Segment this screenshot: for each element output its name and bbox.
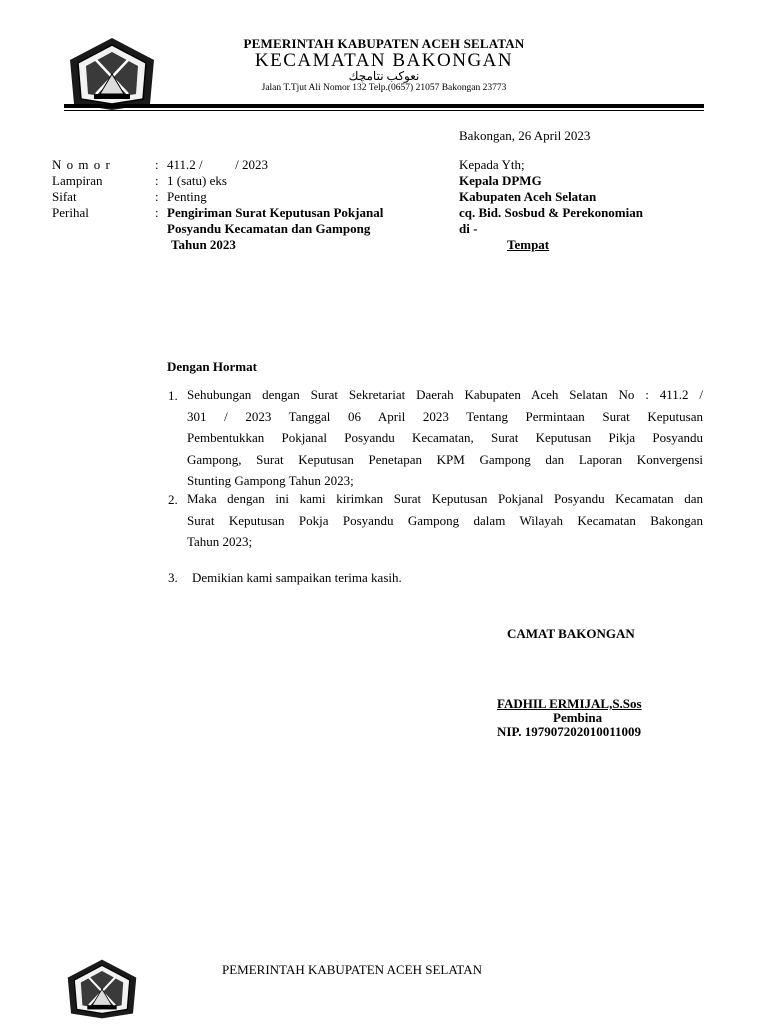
signatory-name: FADHIL ERMIJAL,S.Sos [497,696,642,711]
item-3-text: Demikian kami sampaikan terima kasih. [192,570,402,585]
letter-date: Bakongan, 26 April 2023 [459,128,591,143]
salutation: Dengan Hormat [167,359,257,374]
letterhead-address: Jalan T.Tjut Ali Nomor 132 Telp.(0657) 21057 Bakongan 23773 [261,83,507,93]
signatory-nip: NIP. 197907202010011009 [497,724,641,739]
letterhead-divider-thin [64,110,704,111]
item-2-number: 2. [168,492,178,507]
signatory-title: CAMAT BAKONGAN [507,626,635,641]
perihal-line-1: Pengiriman Surat Keputusan Pokjanal [167,205,384,220]
nomor-value: 411.2 / / 2023 [167,157,268,172]
recipient-place: Tempat [507,237,550,252]
sifat-value: Penting [167,189,207,204]
item-2-line-2: Surat Keputusan Pokja Posyandu Gampong dalam Wilayah Kecamatan Bakongan [187,512,703,528]
letterhead-district: KECAMATAN BAKONGAN [254,50,514,71]
perihal-label: Perihal [52,205,89,220]
recipient-regency: Kabupaten Aceh Selatan [459,189,597,204]
letterhead-regency: PEMERINTAH KABUPATEN ACEH SELATAN [243,36,525,51]
sifat-label: Sifat [52,189,77,204]
perihal-colon: : [155,205,159,220]
item-1-line-1: Sehubungan dengan Surat Sekretariat Daerah Kabupaten Aceh Selatan No : 411.2 / [187,387,703,402]
lampiran-label: Lampiran [52,173,103,188]
item-2-paragraph [187,488,703,553]
lampiran-colon: : [155,173,159,188]
item-1-paragraph [187,384,703,492]
regency-emblem-icon-bottom [64,958,140,1020]
item-3-number: 3. [168,570,178,585]
nomor-colon: : [155,157,159,172]
item-1-line-4: Gampong, Surat Keputusan Penetapan KPM Gampong dan Laporan Konvergensi [187,451,703,467]
perihal-line-3: Tahun 2023 [171,237,236,252]
signatory-rank: Pembina [553,710,603,725]
item-2-line-3: Tahun 2023; [187,534,253,549]
letterhead-jawi-script: نعوكب نتامچك [348,69,420,83]
recipient-di: di - [459,221,478,236]
recipient-greeting: Kepada Yth; [459,157,525,172]
item-1-line-2: 301 / 2023 Tanggal 06 April 2023 Tentang Permintaan Surat Keputusan [187,408,703,424]
nomor-label: N o m o r [52,157,111,172]
perihal-line-2: Posyandu Kecamatan dan Gampong [167,221,371,236]
item-2-line-1: Maka dengan ini kami kirimkan Surat Keputusan Pokjanal Posyandu Kecamatan dan [187,491,703,506]
sifat-colon: : [155,189,159,204]
lampiran-value: 1 (satu) eks [167,173,227,188]
item-1-line-5: Stunting Gampong Tahun 2023; [187,473,354,488]
item-1-number: 1. [168,388,178,403]
recipient-division: cq. Bid. Sosbud & Perekonomian [459,205,643,220]
next-page-header: PEMERINTAH KABUPATEN ACEH SELATAN [222,962,482,977]
letterhead-divider-thick [64,104,704,108]
recipient-office: Kepala DPMG [459,173,542,188]
item-1-line-3: Pembentukkan Pokjanal Posyandu Kecamatan, Surat Keputusan Pikja Posyandu [187,430,703,445]
